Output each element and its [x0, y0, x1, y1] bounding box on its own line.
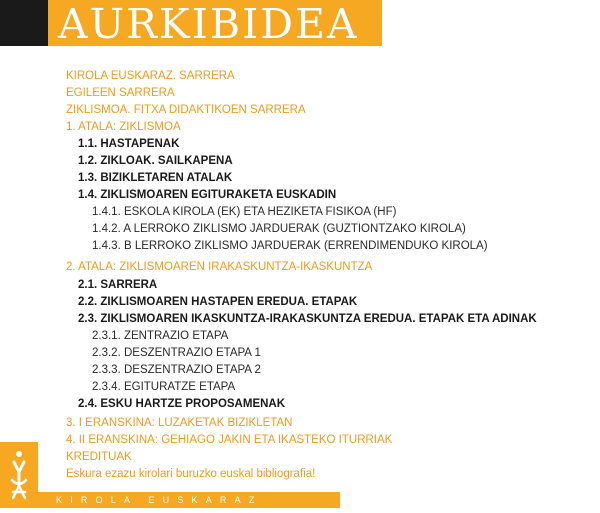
toc-entry-bibliografia[interactable]: Eskura ezazu kirolari buruzko euskal bibliografia!: [66, 468, 316, 480]
corner-block: [0, 0, 48, 46]
toc-entry-kirola-euskaraz-sarrera[interactable]: KIROLA EUSKARAZ. SARRERA: [66, 70, 235, 82]
page-title: AURKIBIDEA: [58, 0, 359, 48]
footer-bar: [38, 492, 340, 508]
title-band: [48, 0, 382, 46]
toc-entry-eranskina-2[interactable]: 4. II ERANSKINA: GEHIAGO JAKIN ETA IKASTEKO ITURRIAK: [66, 434, 393, 446]
toc-entry-1-4-1[interactable]: 1.4.1. ESKOLA KIROLA (EK) ETA HEZIKETA FISIKOA (HF): [92, 206, 397, 218]
toc-entry-2-4[interactable]: 2.4. ESKU HARTZE PROPOSAMENAK: [78, 398, 286, 410]
toc-entry-2-3-3[interactable]: 2.3.3. DESZENTRAZIO ETAPA 2: [92, 364, 261, 376]
toc-entry-1-2[interactable]: 1.2. ZIKLOAK. SAILKAPENA: [78, 155, 233, 167]
toc-entry-eranskina-1[interactable]: 3. I ERANSKINA: LUZAKETAK BIZIKLETAN: [66, 417, 293, 429]
toc-entry-atala-1[interactable]: 1. ATALA: ZIKLISMOA: [66, 121, 181, 133]
toc-entry-1-4[interactable]: 1.4. ZIKLISMOAREN EGITURAKETA EUSKADIN: [78, 189, 337, 201]
footer-brand: KIROLA EUSKARAZ: [56, 495, 263, 505]
logo-mark-icon: [0, 442, 38, 508]
toc-entry-1-1[interactable]: 1.1. HASTAPENAK: [78, 138, 180, 150]
toc-entry-egileen-sarrera[interactable]: EGILEEN SARRERA: [66, 87, 175, 99]
toc-entry-kredituak[interactable]: KREDITUAK: [66, 451, 132, 463]
toc-entry-2-3-4[interactable]: 2.3.4. EGITURATZE ETAPA: [92, 381, 236, 393]
toc-entry-atala-2[interactable]: 2. ATALA: ZIKLISMOAREN IRAKASKUNTZA-IKASKUNTZA: [66, 261, 373, 273]
toc-entry-1-4-3[interactable]: 1.4.3. B LERROKO ZIKLISMO JARDUERAK (ERRENDIMENDUKO KIROLA): [92, 240, 488, 252]
toc-entry-2-3-1[interactable]: 2.3.1. ZENTRAZIO ETAPA: [92, 330, 229, 342]
toc-entry-2-1[interactable]: 2.1. SARRERA: [78, 279, 158, 291]
toc-entry-1-3[interactable]: 1.3. BIZIKLETAREN ATALAK: [78, 172, 233, 184]
toc-entry-ziklismoa-fitxa[interactable]: ZIKLISMOA. FITXA DIDAKTIKOEN SARRERA: [66, 104, 306, 116]
toc-entry-2-3-2[interactable]: 2.3.2. DESZENTRAZIO ETAPA 1: [92, 347, 261, 359]
toc-entry-1-4-2[interactable]: 1.4.2. A LERROKO ZIKLISMO JARDUERAK (GUZTIONTZAKO KIROLA): [92, 223, 466, 235]
kirola-euskaraz-logo: [0, 442, 38, 508]
toc-entry-2-3[interactable]: 2.3. ZIKLISMOAREN IKASKUNTZA-IRAKASKUNTZA EREDUA. ETAPAK ETA ADINAK: [78, 313, 537, 325]
toc-entry-2-2[interactable]: 2.2. ZIKLISMOAREN HASTAPEN EREDUA. ETAPAK: [78, 296, 358, 308]
